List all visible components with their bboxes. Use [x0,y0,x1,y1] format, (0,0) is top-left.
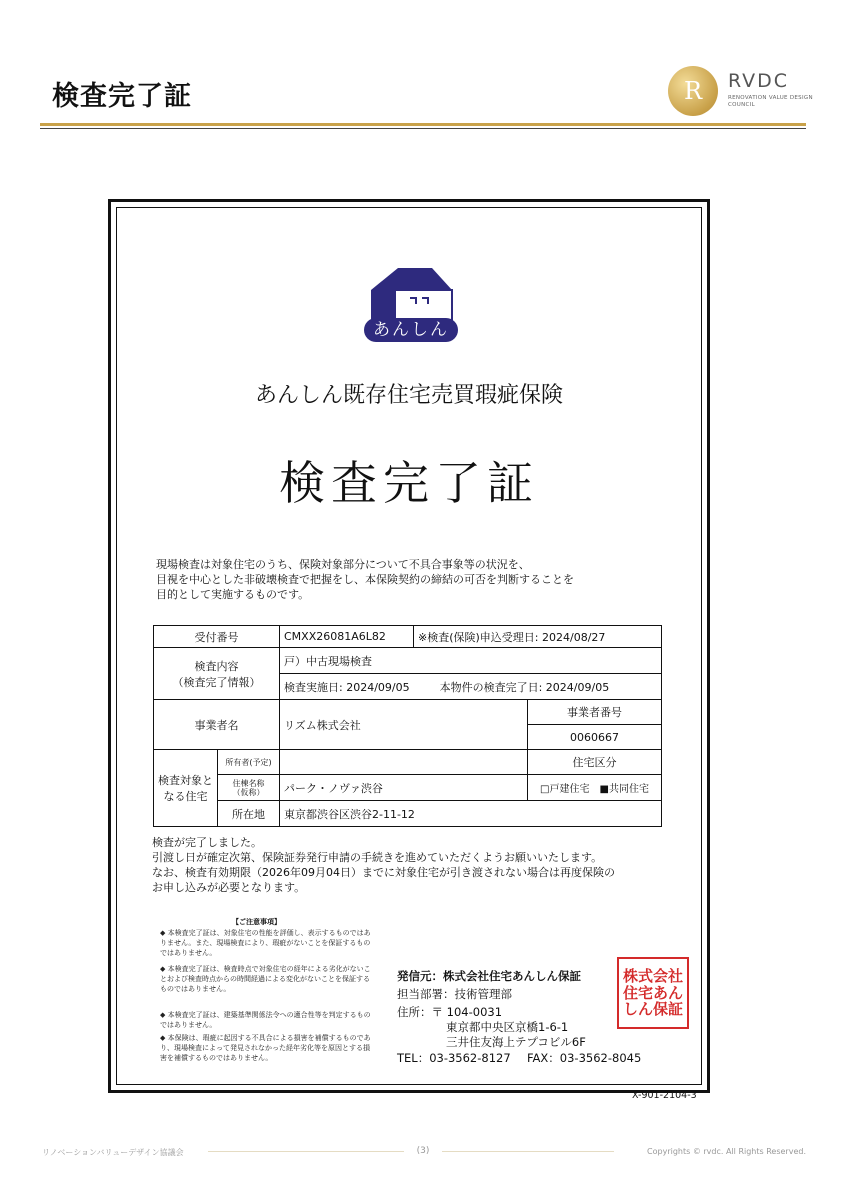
content-label-main: 検査内容 [194,659,239,673]
building-label [217,774,280,801]
issuer-postal: 住所：〒 104-0031 [397,1005,503,1019]
certificate-title: 検査完了証 [279,456,539,510]
content-type: 戸）中古現場検査 [279,647,662,674]
house-type-label: 住宅区分 [527,749,662,775]
logo-name: RVDC [728,70,790,92]
page-title: 検査完了証 [52,81,192,112]
business-no: 0060667 [527,724,662,750]
business-no-label: 事業者番号 [527,699,662,725]
application-date: ※検査(保険)申込受理日: 2024/08/27 [413,625,662,648]
logo-subtitle-2: COUNCIL [728,102,755,108]
note-item-2: ◆ 本検査完了証は、検査時点で対象住宅の経年による劣化がないことおよび検査時点からの時間経過による変化がないことを保証するものではありません。 [160,965,371,993]
receipt-label: 受付番号 [153,625,280,648]
note-item-1: ◆ 本検査完了証は、対象住宅の性能を評価し、表示するものではありません。また、現場検査により、瑕疵がないことを保証するものではありません。 [160,929,371,957]
notice-line-2: 引渡し日が確定次第、保険証券発行申請の手続きを進めていただくようお願いいたします。 [152,851,603,864]
address-value: 東京都渋谷区渋谷2-11-12 [279,800,662,827]
anshin-brand-label: あんしん [373,320,449,340]
notice-line-4: お申し込みが必要となります。 [152,881,306,894]
rvdc-logo-icon [668,66,718,116]
building-label-1: 住棟名称 [232,778,265,788]
receipt-value: CMXX26081A6L82 [279,625,414,648]
footer-divider-left [208,1151,404,1152]
completion-date: 本物件の検査完了日: 2024/09/05 [439,680,610,694]
issuer-department: 担当部署：技術管理部 [397,987,512,1001]
logo-subtitle-1: RENOVATION VALUE DESIGN [728,95,813,101]
business-name: リズム株式会社 [279,699,528,750]
header-divider [40,123,806,126]
issuer-tel: TEL：03-3562-8127 [397,1051,511,1065]
company-seal-stamp: 株式会社住宅あんしん保証 [617,957,689,1029]
target-label-1: 検査対象と [158,774,213,787]
inspection-date: 検査実施日: 2024/09/05 [284,680,410,694]
inspection-dates-row [279,673,662,700]
issuer-address-1: 東京都中央区京橋1-6-1 [446,1020,569,1034]
certificate-subtitle: あんしん既存住宅売買瑕疵保険 [254,383,563,408]
issuer-name: 発信元：株式会社住宅あんしん保証 [397,969,581,983]
content-label-sub: （検査完了情報） [172,675,261,689]
notes-title: 【ご注意事項】 [232,918,281,926]
footer-copyright: Copyrights © rvdc. All Rights Reserved. [647,1147,806,1156]
building-name: パーク・ノヴァ渋谷 [279,774,528,801]
footer-organization: リノベーションバリューデザイン協議会 [42,1148,184,1157]
building-label-2: （仮称） [232,787,265,797]
note-item-3: ◆ 本検査完了証は、建築基準関係法令への適合性等を判定するものではありません。 [160,1011,371,1029]
intro-line-3: 目的として実施するものです。 [156,588,310,601]
owner-value [279,749,528,775]
owner-label: 所有者(予定) [217,749,280,775]
business-label: 事業者名 [153,699,280,750]
footer-divider-right [442,1151,614,1152]
intro-line-1: 現場検査は対象住宅のうち、保険対象部分について不具合事象等の状況を、 [156,558,530,571]
footer-page-number: (3) [416,1146,430,1156]
house-type-value: □戸建住宅 ■共同住宅 [527,774,662,801]
logo-letter: R [683,77,703,105]
content-label [153,647,280,700]
target-label-2: なる住宅 [163,790,208,803]
header-divider-thin [40,128,806,129]
issuer-fax: FAX：03-3562-8045 [527,1051,642,1065]
note-item-4: ◆ 本保険は、瑕疵に起因する不具合による損害を補償するものであり、現場検査によって発見されなかった経年劣化等を原因とする損害を補償するものではありません。 [160,1034,371,1062]
intro-line-2: 目視を中心とした非破壊検査で把握をし、本保険契約の締結の可否を判断することを [156,573,574,586]
target-label [153,749,218,827]
notice-line-1: 検査が完了しました。 [152,836,262,849]
issuer-address-2: 三井住友海上テプコビル6F [446,1035,586,1049]
document-code: X-901-2104-3 [632,1090,697,1101]
notice-line-3: なお、検査有効期限（2026年09月04日）までに対象住宅が引き渡されない場合は再度保険の [152,866,615,879]
address-label: 所在地 [217,800,280,827]
